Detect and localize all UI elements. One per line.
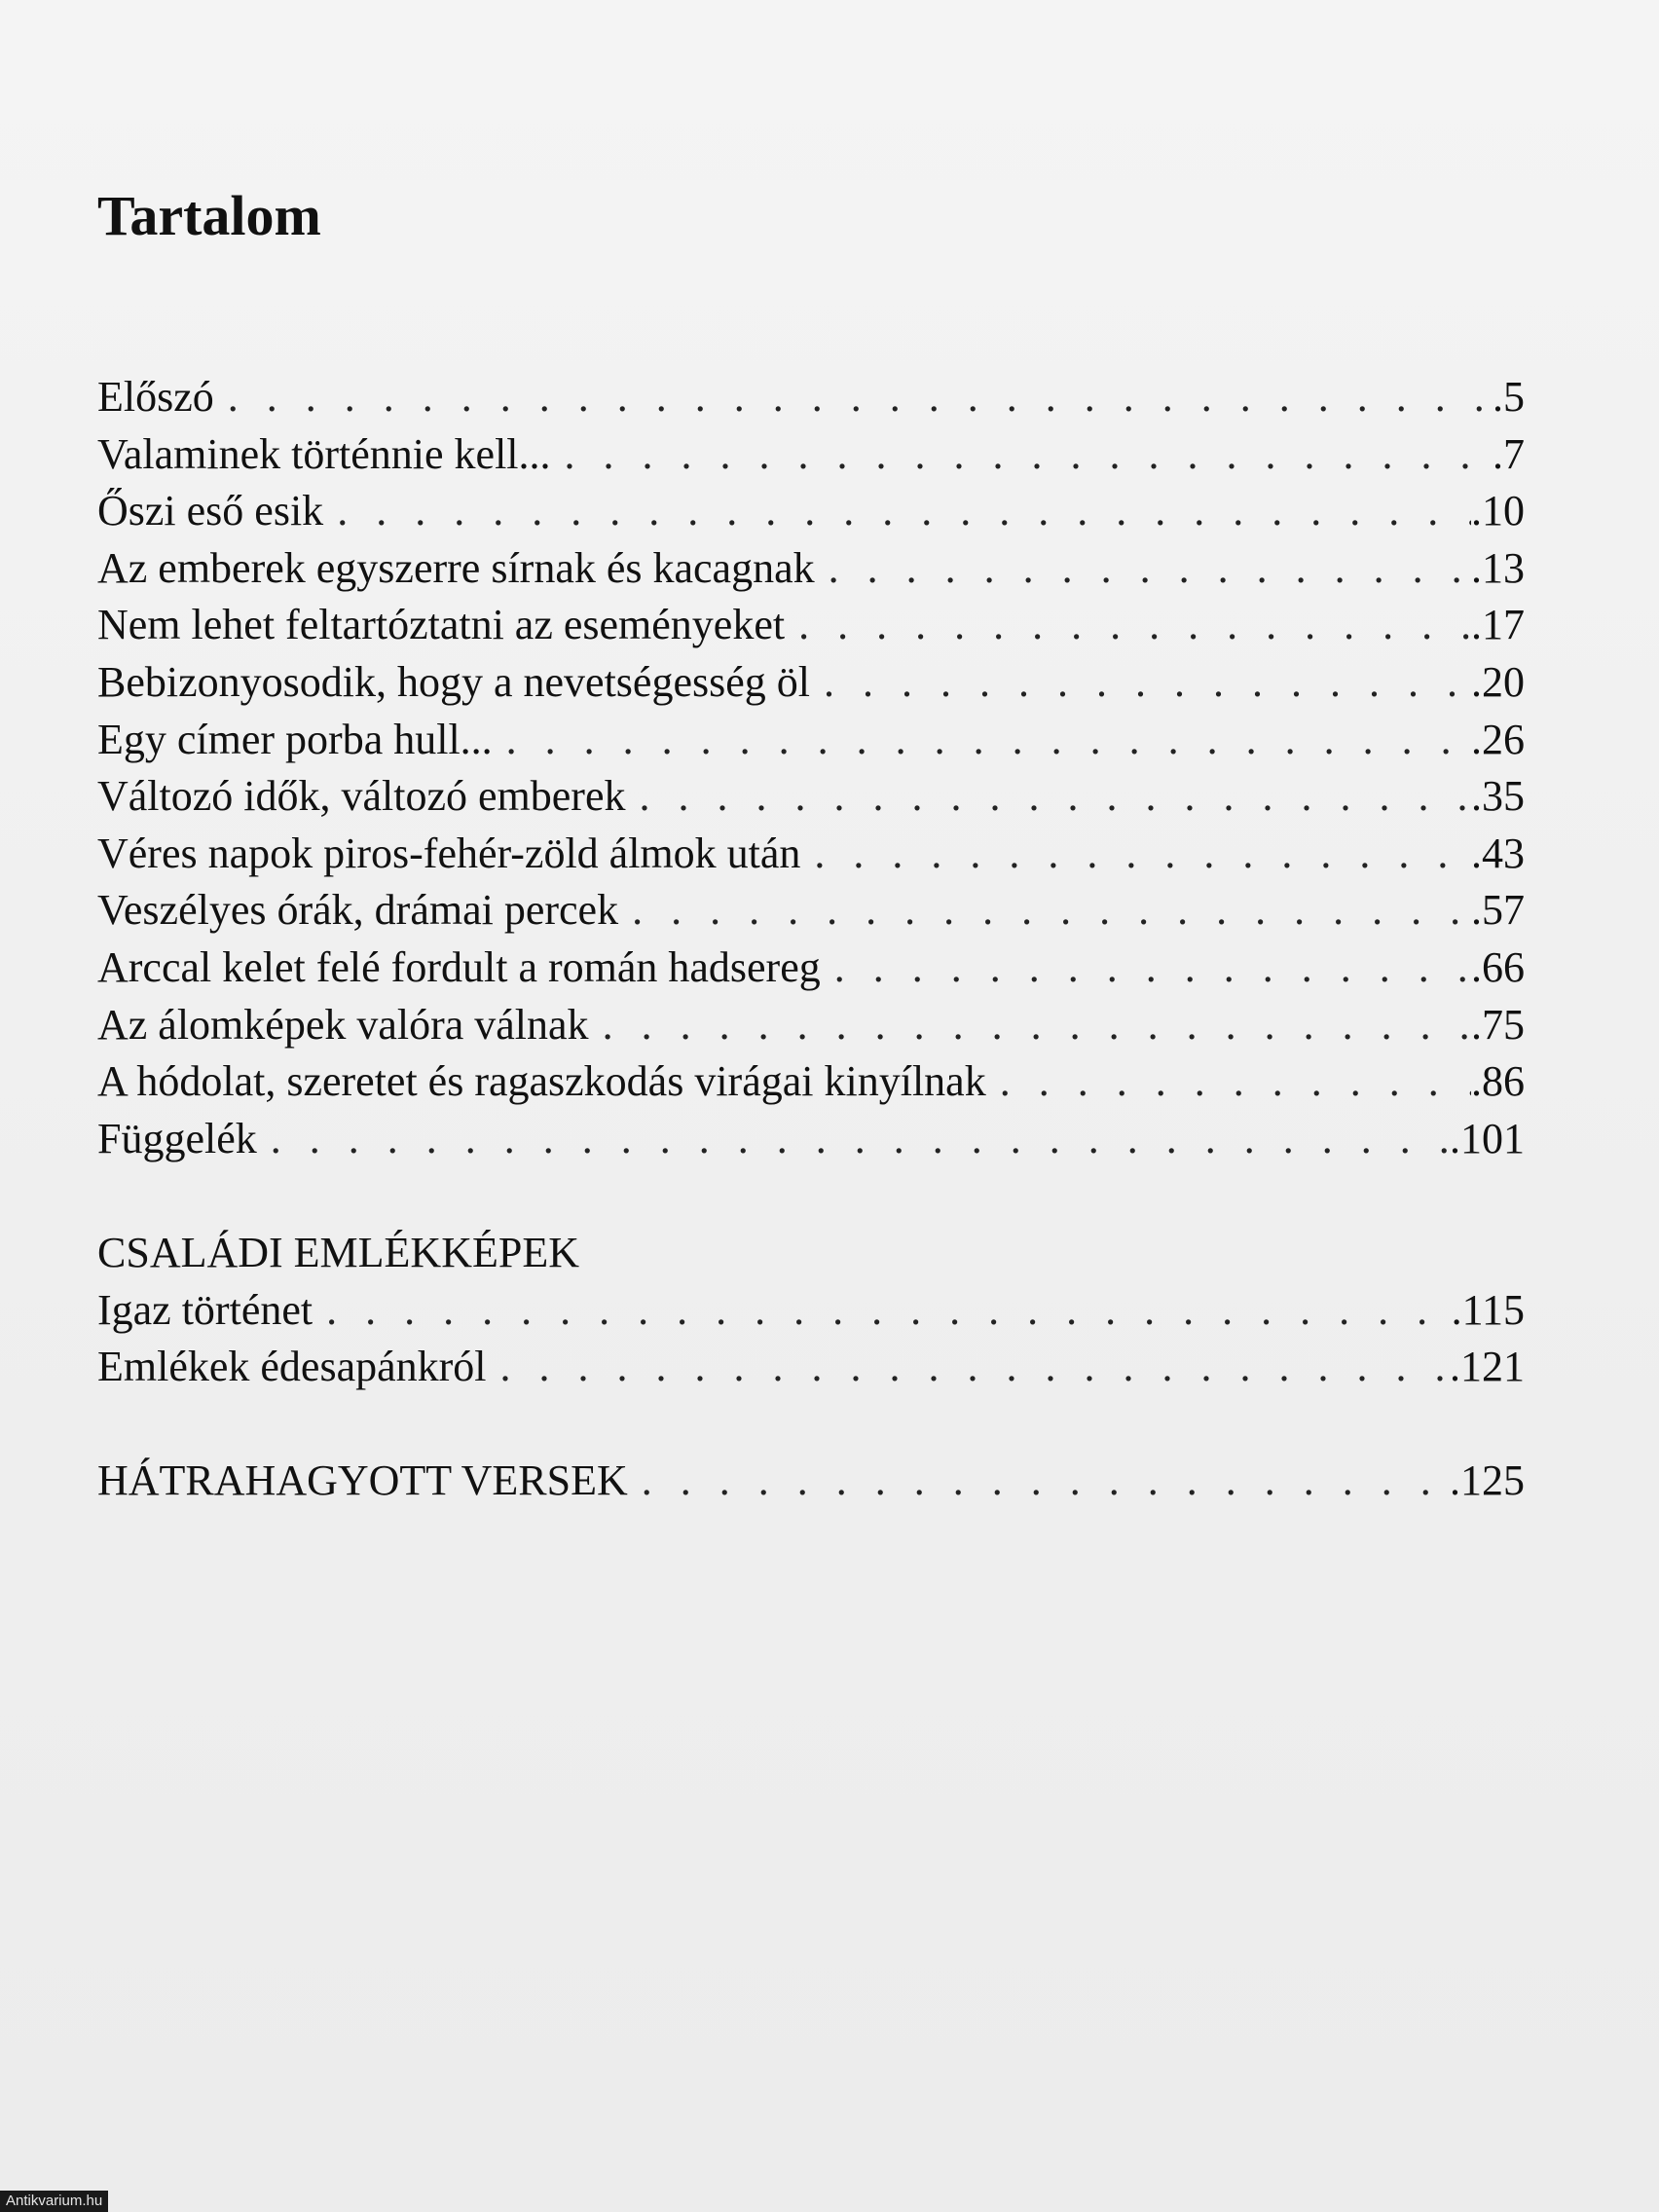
dot-leader xyxy=(798,597,1471,654)
dot-leader xyxy=(642,1453,1450,1510)
toc-entry-page: .20 xyxy=(1471,657,1525,706)
watermark-badge: Antikvarium.hu xyxy=(0,2191,108,2212)
toc-entry-veres-napok xyxy=(97,826,1525,883)
dot-leader xyxy=(500,1339,1450,1396)
toc-entry-label: HÁTRAHAGYOTT VERSEK xyxy=(97,1456,628,1505)
toc-entry-page: .13 xyxy=(1471,543,1525,592)
dot-leader xyxy=(228,369,1493,426)
page-title: Tartalom xyxy=(97,184,321,247)
toc-entry-az-alomkepek xyxy=(97,997,1525,1054)
table-of-contents xyxy=(97,369,1525,1510)
toc-entry-label: Bebizonyosodik, hogy a nevetségesség öl xyxy=(97,657,810,706)
toc-entry-emlekek xyxy=(97,1339,1525,1396)
toc-entry-nem-lehet xyxy=(97,597,1525,654)
dot-leader xyxy=(814,826,1471,883)
dot-leader xyxy=(326,1282,1452,1340)
dot-leader xyxy=(824,654,1471,712)
toc-entry-fuggelek xyxy=(97,1111,1525,1168)
dot-leader xyxy=(337,483,1471,540)
dot-leader xyxy=(603,997,1471,1054)
toc-entry-label: Nem lehet feltartóztatni az eseményeket xyxy=(97,601,786,649)
toc-entry-oszi-eso xyxy=(97,483,1525,540)
toc-entry-page: .75 xyxy=(1471,1000,1525,1049)
toc-entry-hatrahagyott-versek xyxy=(97,1453,1525,1510)
toc-entry-bebizonyosodik xyxy=(97,654,1525,712)
dot-leader xyxy=(829,540,1471,598)
toc-entry-page: .7 xyxy=(1493,429,1525,478)
toc-entry-page: .86 xyxy=(1471,1057,1525,1106)
toc-entry-page: .5 xyxy=(1493,373,1525,421)
dot-leader xyxy=(632,882,1471,940)
toc-entry-label: Emlékek édesapánkról xyxy=(97,1343,487,1391)
toc-entry-a-hodolat xyxy=(97,1053,1525,1111)
toc-entry-valaminek xyxy=(97,426,1525,484)
dot-leader xyxy=(506,712,1471,769)
toc-entry-page: .35 xyxy=(1471,772,1525,821)
toc-entry-page: .26 xyxy=(1471,715,1525,763)
dot-leader xyxy=(1000,1053,1471,1111)
toc-entry-page: .57 xyxy=(1471,886,1525,935)
section-gap xyxy=(97,1167,1525,1225)
toc-entry-label: Az álomképek valóra válnak xyxy=(97,1000,589,1049)
toc-entry-label: Előszó xyxy=(97,373,214,421)
toc-entry-page: .66 xyxy=(1471,942,1525,991)
toc-entry-label: Változó idők, változó emberek xyxy=(97,772,626,821)
toc-entry-label: Egy címer porba hull... xyxy=(97,715,493,763)
toc-entry-page: .17 xyxy=(1471,601,1525,649)
toc-entry-label: Véres napok piros-fehér-zöld álmok után xyxy=(97,829,801,877)
toc-entry-label: Arccal kelet felé fordult a román hadsereg xyxy=(97,942,821,991)
toc-entry-page: .10 xyxy=(1471,487,1525,535)
toc-entry-label: Az emberek egyszerre sírnak és kacagnak xyxy=(97,543,815,592)
toc-entry-eloszo xyxy=(97,369,1525,426)
toc-entry-page: .121 xyxy=(1450,1343,1525,1391)
toc-entry-arccal-kelet xyxy=(97,940,1525,997)
toc-entry-valtozo-idok xyxy=(97,768,1525,826)
toc-entry-egy-cimer xyxy=(97,712,1525,769)
toc-entry-igaz-tortenet xyxy=(97,1282,1525,1340)
section-heading-csaladi: CSALÁDI EMLÉKKÉPEK xyxy=(97,1228,579,1276)
toc-entry-label: Igaz történet xyxy=(97,1285,313,1334)
dot-leader xyxy=(834,940,1471,997)
toc-entry-label: Őszi eső esik xyxy=(97,487,324,535)
toc-entry-page: .43 xyxy=(1471,829,1525,877)
toc-entry-az-emberek xyxy=(97,540,1525,598)
toc-entry-label: Valaminek történnie kell... xyxy=(97,429,551,478)
toc-entry-label: A hódolat, szeretet és ragaszkodás virágai kinyílnak xyxy=(97,1057,986,1106)
dot-leader xyxy=(271,1111,1450,1168)
section-gap xyxy=(97,1396,1525,1454)
dot-leader xyxy=(639,768,1471,826)
toc-entry-label: Veszélyes órák, drámai percek xyxy=(97,886,619,935)
toc-entry-page: .125 xyxy=(1450,1456,1525,1505)
toc-entry-page: .101 xyxy=(1450,1114,1525,1162)
dot-leader xyxy=(565,426,1493,484)
toc-entry-page: .115 xyxy=(1451,1285,1525,1334)
toc-entry-veszelyes-orak xyxy=(97,882,1525,940)
toc-entry-label: Függelék xyxy=(97,1114,257,1162)
